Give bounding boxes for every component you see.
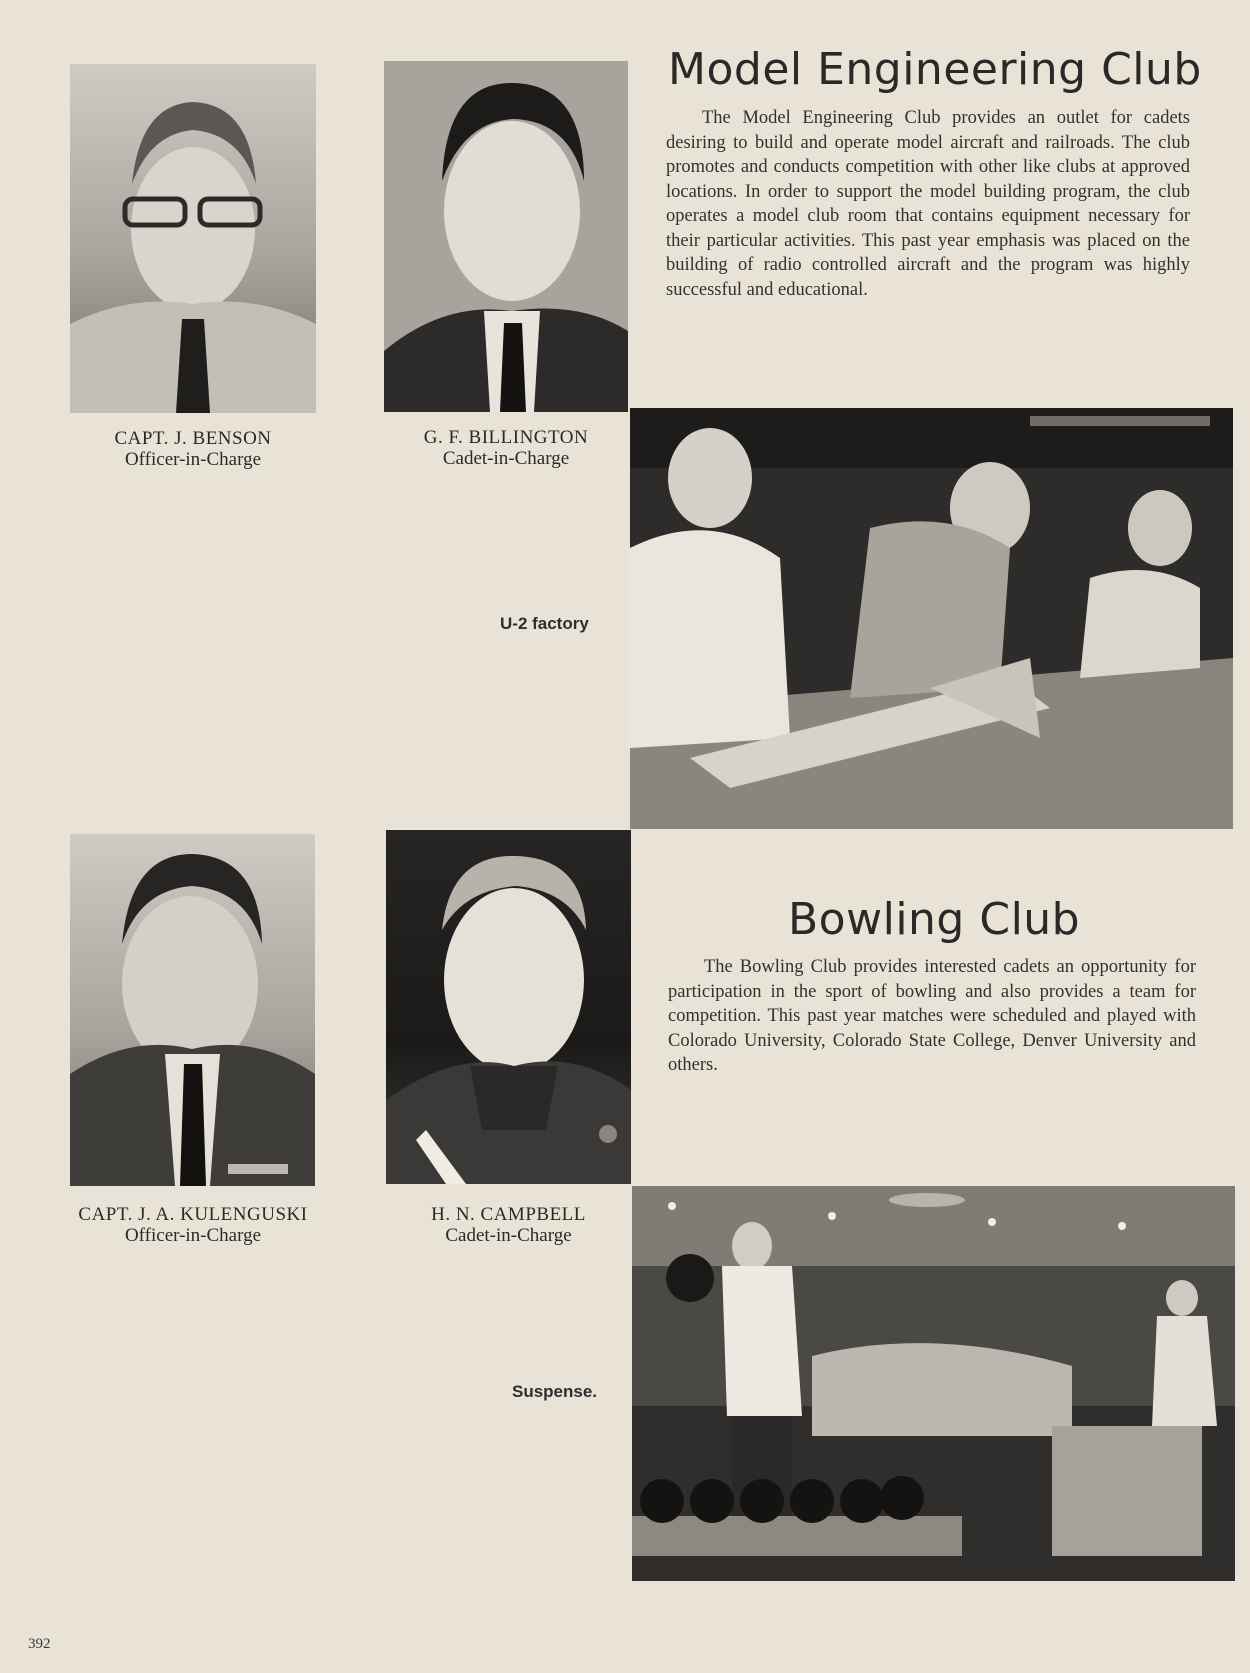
model-club-title: Model Engineering Club <box>668 44 1202 95</box>
portrait-billington <box>384 61 628 412</box>
portrait-benson-figure <box>70 64 316 413</box>
cadet-role: Cadet-in-Charge <box>445 1225 572 1246</box>
portrait-kulenguski <box>70 834 315 1186</box>
officer-name: CAPT. J. BENSON <box>114 428 272 449</box>
portrait-campbell <box>386 830 631 1184</box>
cadet-name: H. N. CAMPBELL <box>431 1204 586 1225</box>
portrait-billington-figure <box>384 61 628 412</box>
bowling-alley-photo <box>632 1186 1235 1581</box>
officer-name: CAPT. J. A. KULENGUSKI <box>78 1204 308 1225</box>
officer-role: Officer-in-Charge <box>124 1225 262 1246</box>
cadet-role: Cadet-in-Charge <box>442 448 570 469</box>
officer-role: Officer-in-Charge <box>124 449 262 470</box>
model-workshop-photo <box>630 408 1233 829</box>
model-workshop-scene <box>630 408 1233 829</box>
bowling-photo-caption: Suspense. <box>512 1382 598 1401</box>
portrait-benson <box>70 64 316 413</box>
portrait-campbell-figure <box>386 830 631 1184</box>
bowling-club-title: Bowling Club <box>788 894 1081 945</box>
cadet-name: G. F. BILLINGTON <box>423 427 589 448</box>
bowling-club-description: The Bowling Club provides interested cadets an opportunity for participation in the sport of bowling and also provides a team for competition. This past year matches were scheduled and played with Colorado University, Colorado State College, Denver University and others. <box>668 957 1196 1075</box>
model-club-description: The Model Engineering Club provides an outlet for cadets desiring to build and operate model aircraft and railroads. The club promotes and conducts competition with other like clubs at approved locations. In order to support the model building program, the club operates a model club room that contains equipment necessary for their particular activities. This past year emphasis was placed on the building of radio controlled aircraft and the program was highly successful and educational. <box>666 108 1190 300</box>
page-number: 392 <box>28 1636 51 1652</box>
bowling-alley-scene <box>632 1186 1235 1581</box>
portrait-kulenguski-figure <box>70 834 315 1186</box>
model-photo-caption: U-2 factory <box>500 614 589 633</box>
